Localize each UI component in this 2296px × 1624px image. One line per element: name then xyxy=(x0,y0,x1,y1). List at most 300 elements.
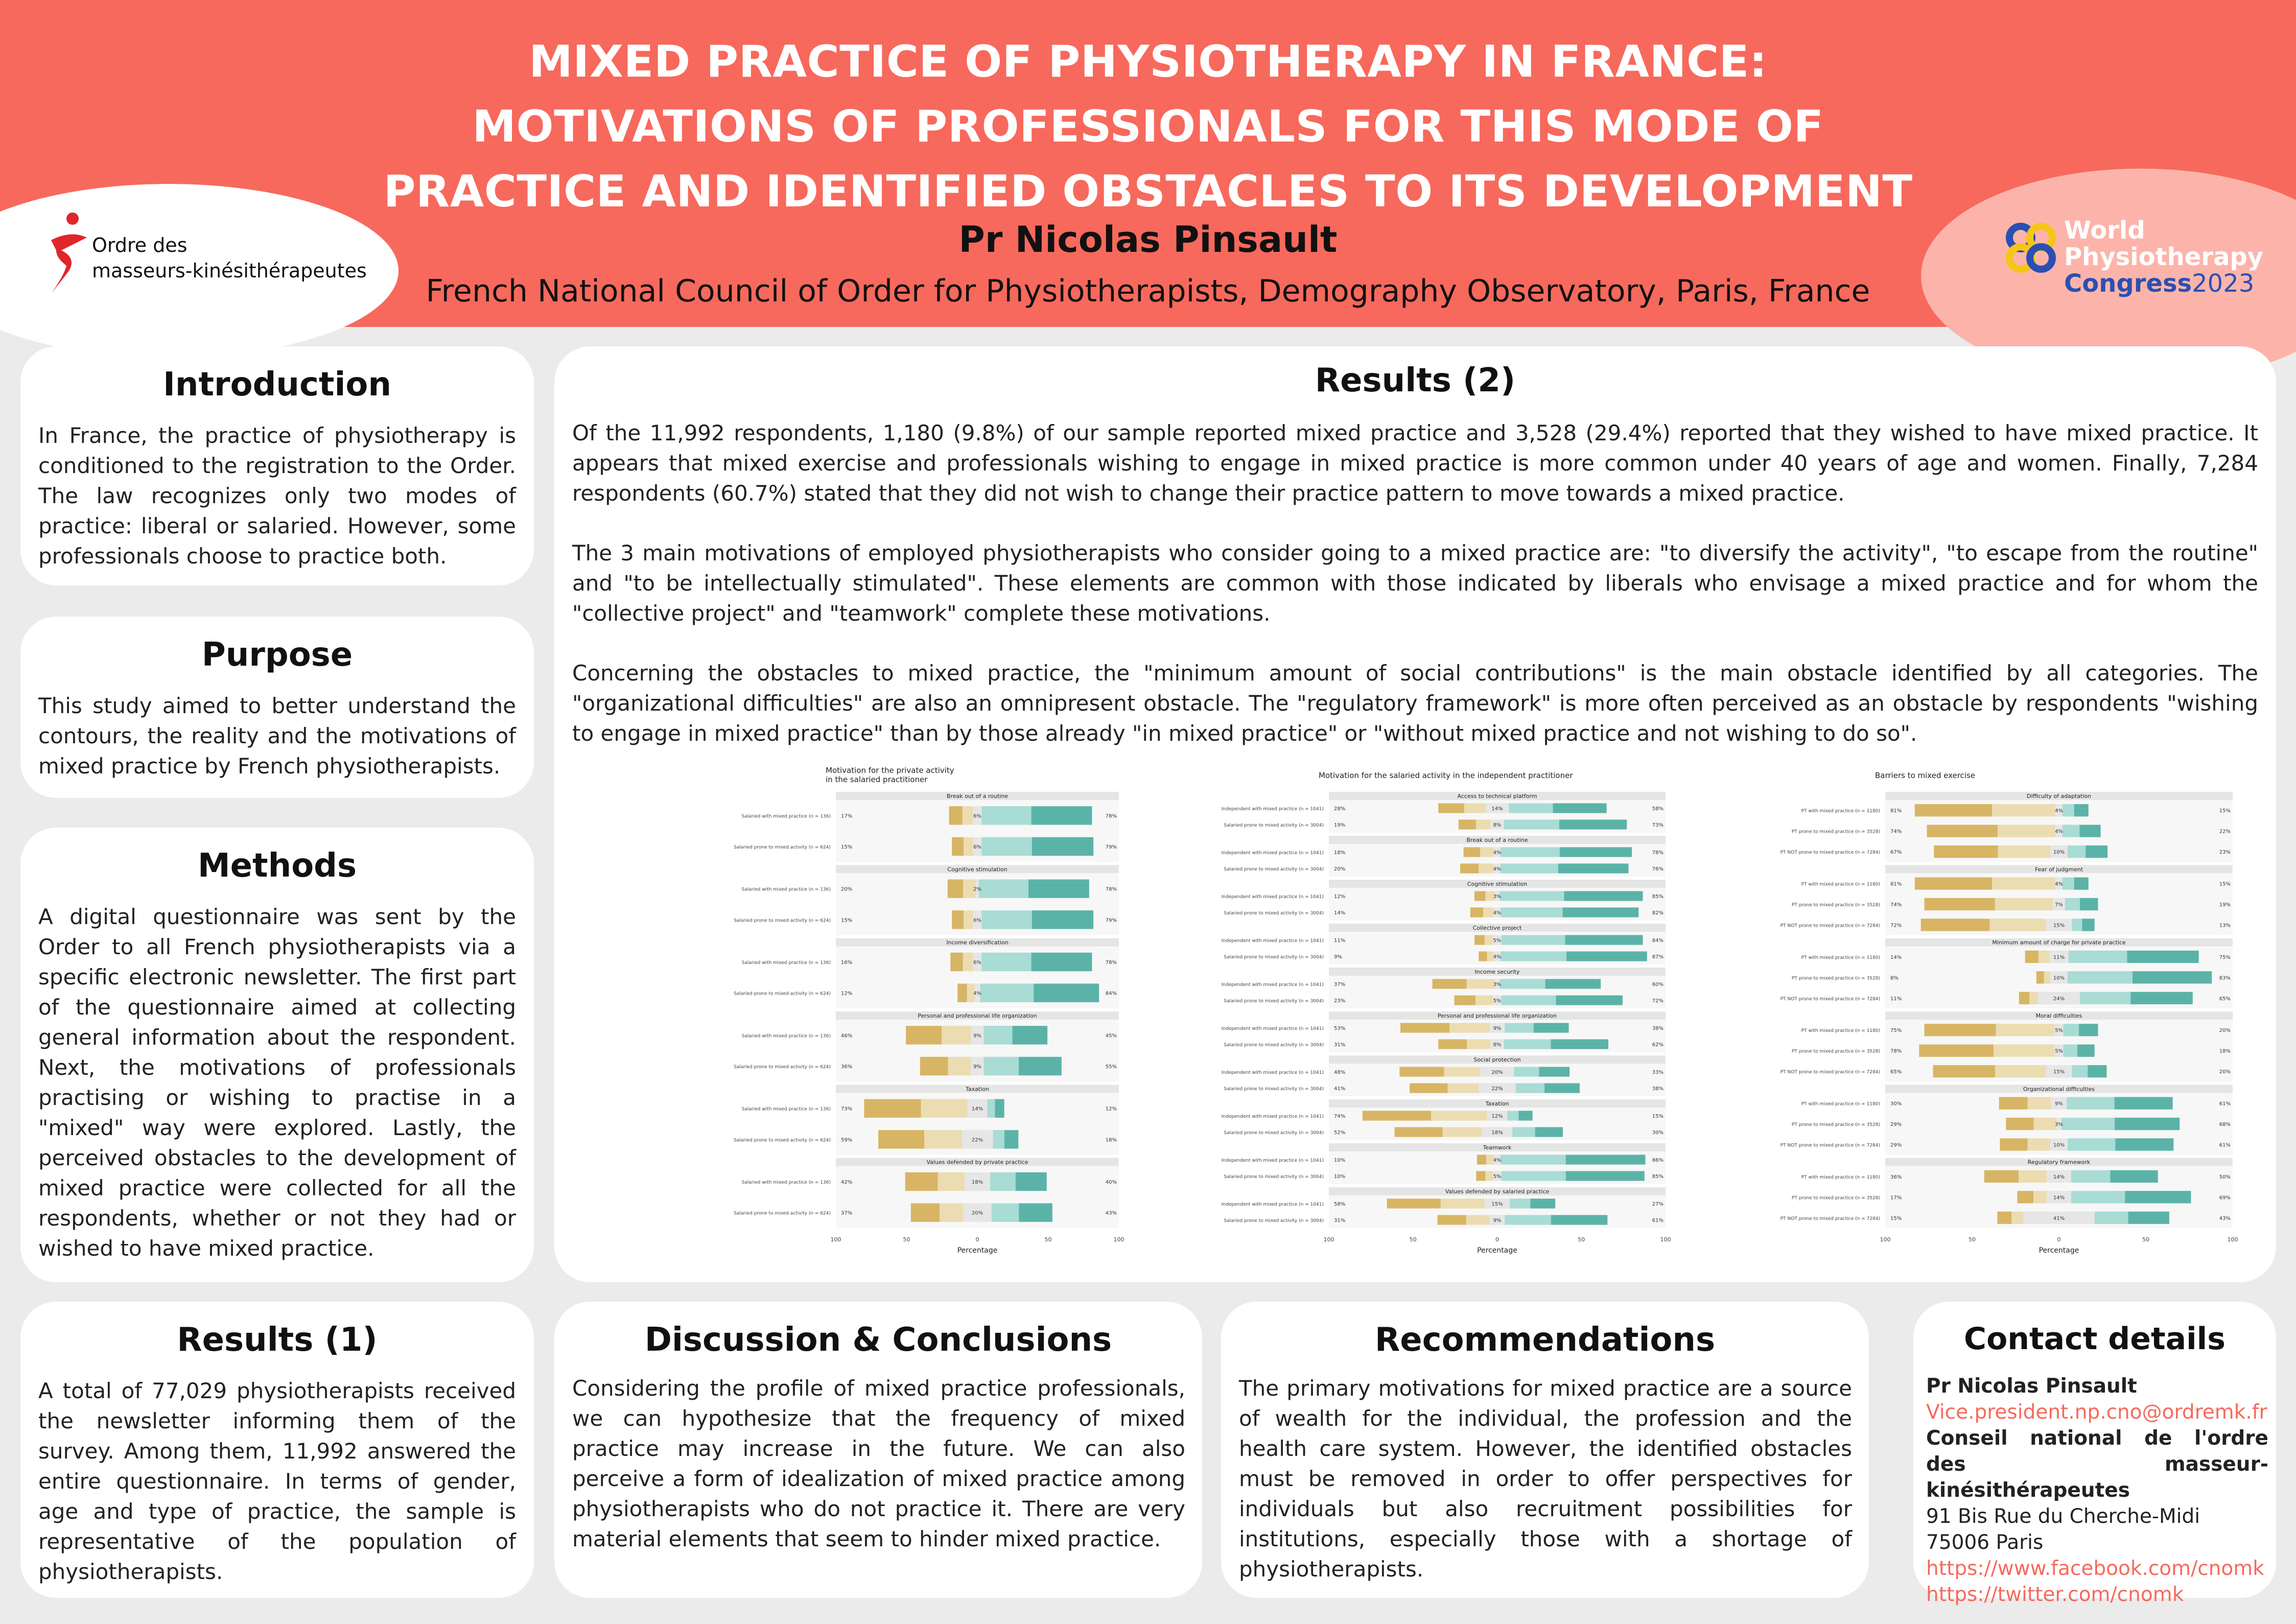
bar-agree xyxy=(1501,1155,1566,1164)
bar-disagree xyxy=(2033,1191,2047,1203)
value-mid: 4% xyxy=(1493,866,1502,872)
bar-agree xyxy=(2068,845,2086,858)
bar-disagree-strong xyxy=(1438,1039,1467,1049)
bar-disagree-strong xyxy=(2000,1138,2027,1150)
row-label: PT NOT prone to mixed practice (n = 7284) xyxy=(1780,923,1880,929)
logo-wp-congress: Congress xyxy=(2064,269,2192,298)
bar-disagree xyxy=(1479,863,1494,873)
row-label: PT NOT prone to mixed practice (n = 7284) xyxy=(1780,850,1880,856)
value-mid: 4% xyxy=(1493,910,1502,916)
value-left: 15% xyxy=(841,844,853,850)
methods-title: Methods xyxy=(197,847,357,885)
bar-disagree xyxy=(1996,1024,2055,1036)
row-label: Independent with mixed practice (n = 1041) xyxy=(1221,982,1324,987)
value-left: 17% xyxy=(841,813,853,819)
bar-agree xyxy=(1514,1067,1539,1076)
value-left: 23% xyxy=(1334,998,1346,1004)
bar-agree xyxy=(1502,935,1565,945)
bar-disagree-strong xyxy=(2036,971,2044,983)
bar-disagree xyxy=(940,1203,963,1221)
row-label: Independent with mixed practice (n = 1041) xyxy=(1221,1114,1324,1119)
value-left: 14% xyxy=(1890,954,1902,960)
value-left: 20% xyxy=(841,886,853,892)
introduction-text: In France, the practice of physiotherapy is conditioned to the registration to the Order. The law recognizes only two modes of practice: liberal or salaried. However, some professionals choose to practice both. xyxy=(38,423,516,569)
discussion-title: Discussion & Conclusions xyxy=(644,1321,1112,1359)
row-label: Salaried prone to mixed activity (n = 3004) xyxy=(1224,955,1324,960)
bar-disagree xyxy=(1992,804,2055,816)
bar-agree xyxy=(2067,1097,2114,1109)
bar-agree-strong xyxy=(1019,1057,1062,1075)
bar-agree xyxy=(1516,1083,1544,1093)
bar-disagree-strong xyxy=(1477,1155,1486,1164)
value-right: 50% xyxy=(2219,1174,2231,1180)
panel-strip-label: Taxation xyxy=(1485,1100,1509,1107)
bar-disagree-strong xyxy=(1470,907,1483,917)
bar-disagree xyxy=(962,806,973,825)
contact-address-line1: 91 Bis Rue du Cherche-Midi xyxy=(1926,1505,2200,1528)
bar-disagree xyxy=(924,1130,962,1148)
value-right: 78% xyxy=(1105,960,1117,966)
value-right: 13% xyxy=(2219,923,2231,929)
value-right: 72% xyxy=(1652,998,1664,1004)
bar-disagree xyxy=(1447,1083,1479,1093)
bar-disagree-strong xyxy=(1999,1097,2028,1109)
row-label: PT with mixed practice (n = 1180) xyxy=(1801,882,1880,887)
value-mid: 3% xyxy=(1493,894,1502,900)
value-right: 55% xyxy=(1105,1064,1117,1070)
value-left: 48% xyxy=(1334,1070,1346,1075)
x-axis-label: Percentage xyxy=(1477,1246,1517,1255)
results2-title: Results (2) xyxy=(1315,362,1516,399)
bar-disagree xyxy=(1467,1039,1490,1049)
chart-salaried-motivation xyxy=(705,764,1124,1267)
bar-agree xyxy=(983,1026,1012,1044)
chart-title: Motivation for the private activity xyxy=(826,766,954,775)
value-left: 10% xyxy=(1334,1158,1346,1163)
recommendations-title: Recommendations xyxy=(1374,1321,1716,1359)
value-mid: 14% xyxy=(2053,1195,2065,1201)
value-mid: 10% xyxy=(2053,850,2065,856)
row-label: Independent with mixed practice (n = 1041) xyxy=(1221,895,1324,900)
bar-disagree xyxy=(1467,979,1495,988)
bar-disagree-strong xyxy=(905,1172,938,1191)
bar-disagree xyxy=(2028,1097,2051,1109)
bar-disagree-strong xyxy=(1459,819,1476,829)
bar-agree-strong xyxy=(1559,819,1627,829)
x-tick-label: 50 xyxy=(1044,1236,1052,1243)
results1-panel xyxy=(20,1302,534,1598)
value-mid: 41% xyxy=(2053,1215,2065,1221)
value-mid: 5% xyxy=(1493,938,1502,944)
bar-disagree xyxy=(1998,825,2055,837)
bar-agree xyxy=(983,1057,1019,1075)
value-left: 10% xyxy=(1334,1174,1346,1180)
bar-agree-strong xyxy=(2080,898,2098,910)
x-tick-label: 50 xyxy=(1969,1236,1976,1243)
value-right: 83% xyxy=(2219,975,2231,981)
value-mid: 6% xyxy=(973,960,981,966)
value-right: 18% xyxy=(2219,1048,2231,1054)
panel-strip-label: Minimum amount of charge for private practice xyxy=(1992,939,2126,946)
value-mid: 7% xyxy=(2055,902,2063,908)
bar-agree xyxy=(2063,804,2074,816)
bar-agree xyxy=(981,910,1032,929)
bar-agree-strong xyxy=(1004,1130,1018,1148)
bar-disagree xyxy=(963,953,973,971)
value-right: 60% xyxy=(1652,982,1664,987)
row-label: PT NOT prone to mixed practice (n = 7284) xyxy=(1780,1143,1880,1148)
contact-body xyxy=(1926,1373,2268,1608)
value-mid: 14% xyxy=(2053,1174,2065,1180)
bar-agree-strong xyxy=(2133,971,2212,983)
bar-disagree-strong xyxy=(864,1099,921,1117)
chart-barriers xyxy=(1727,764,2238,1267)
bar-agree xyxy=(2071,1170,2110,1183)
bar-agree-strong xyxy=(1534,1023,1569,1032)
bar-agree-strong xyxy=(1565,935,1643,945)
row-label: PT prone to mixed practice (n = 3528) xyxy=(1791,1195,1880,1201)
row-label: Salaried with mixed practice (n = 136) xyxy=(741,1180,831,1185)
value-mid: 3% xyxy=(2055,1122,2063,1127)
panel-strip-label: Income diversification xyxy=(946,939,1009,946)
panel-strip-label: Organizational difficulties xyxy=(2023,1086,2095,1093)
bar-agree xyxy=(1504,1039,1551,1049)
bar-agree xyxy=(987,1099,995,1117)
recommendations-panel xyxy=(1221,1302,1869,1598)
bar-disagree-strong xyxy=(878,1130,924,1148)
bar-agree xyxy=(1505,1215,1551,1225)
value-left: 11% xyxy=(1890,996,1902,1002)
value-right: 68% xyxy=(2219,1122,2231,1127)
bar-agree xyxy=(992,1203,1019,1221)
bar-disagree-strong xyxy=(1925,898,1995,910)
x-tick-label: 50 xyxy=(2142,1236,2149,1243)
x-tick-label: 50 xyxy=(1409,1236,1417,1243)
bar-agree-strong xyxy=(1553,803,1607,813)
bar-disagree-strong xyxy=(2019,992,2030,1004)
value-left: 17% xyxy=(1890,1195,1902,1201)
bar-disagree xyxy=(1483,907,1494,917)
bar-agree xyxy=(1501,863,1558,873)
bar-agree xyxy=(2095,1212,2128,1224)
bar-agree-strong xyxy=(1032,837,1093,856)
contact-panel xyxy=(1913,1302,2276,1606)
bar-agree-strong xyxy=(1032,806,1092,825)
bar-disagree xyxy=(942,1026,971,1044)
bar-agree-strong xyxy=(1544,1083,1580,1093)
value-right: 38% xyxy=(1652,1086,1664,1092)
bar-disagree-strong xyxy=(952,837,964,856)
contact-org: Conseil national de l'ordre des masseur-kinésithérapeutes xyxy=(1926,1427,2268,1502)
value-right: 27% xyxy=(1652,1202,1664,1207)
panel-strip-label: Personal and professional life organization xyxy=(918,1013,1037,1019)
value-right: 61% xyxy=(2219,1142,2231,1148)
bar-agree xyxy=(2068,1138,2115,1150)
value-left: 36% xyxy=(841,1064,853,1070)
methods-text: A digital questionnaire was sent by the Order to all French physiotherapists via a specific electronic newsletter. The first part of the questionnaire aimed at collecting general information about the respondent. Next, the motivations of professionals practising or wishing to practise in a "mixed" way were explored. Lastly, the perceived obstacles to the development of mixed practice were collected for all the respondents, whether or not they had or wished to have mixed practice. xyxy=(38,904,516,1261)
bar-agree-strong xyxy=(1032,910,1093,929)
bar-agree xyxy=(1500,891,1564,901)
value-right: 84% xyxy=(1652,938,1664,944)
bar-disagree xyxy=(1992,877,2055,889)
bar-disagree xyxy=(1466,1215,1490,1225)
bar-agree xyxy=(1507,1111,1518,1120)
value-left: 9% xyxy=(1334,954,1342,960)
value-left: 36% xyxy=(1890,1174,1902,1180)
value-mid: 4% xyxy=(1493,1158,1502,1163)
bar-agree xyxy=(2064,1045,2078,1057)
row-label: Independent with mixed practice (n = 1041) xyxy=(1221,851,1324,856)
bar-disagree-strong xyxy=(1387,1198,1441,1208)
bar-agree-strong xyxy=(2079,825,2100,837)
value-left: 73% xyxy=(841,1106,853,1112)
bar-disagree xyxy=(2044,971,2050,983)
introduction-title: Introduction xyxy=(163,366,391,404)
bar-disagree-strong xyxy=(1474,935,1485,945)
value-right: 20% xyxy=(2219,1069,2231,1075)
author-name: Pr Nicolas Pinsault xyxy=(958,219,1338,261)
row-label: Salaried prone to mixed activity (n = 624) xyxy=(734,845,831,850)
value-mid: 14% xyxy=(971,1106,983,1112)
row-label: Independent with mixed practice (n = 1041) xyxy=(1221,1202,1324,1207)
value-mid: 10% xyxy=(2053,1142,2065,1148)
value-left: 19% xyxy=(1334,822,1346,828)
value-right: 78% xyxy=(1105,813,1117,819)
bar-disagree-strong xyxy=(906,1026,942,1044)
value-right: 75% xyxy=(2219,954,2231,960)
contact-email-link[interactable]: Vice.president.np.cno@ordremk.fr xyxy=(1926,1401,2267,1424)
bar-disagree xyxy=(1464,803,1486,813)
value-left: 41% xyxy=(1334,1086,1346,1092)
bar-disagree xyxy=(2011,1212,2023,1224)
value-right: 45% xyxy=(1105,1033,1117,1039)
bar-agree xyxy=(2064,1024,2079,1036)
panel-strip-label: Social protection xyxy=(1473,1056,1521,1063)
value-mid: 22% xyxy=(1491,1086,1503,1092)
value-mid: 9% xyxy=(1493,1218,1502,1223)
value-right: 15% xyxy=(2219,808,2231,814)
bar-agree xyxy=(981,806,1031,825)
logo-wp-line2: Physiotherapy xyxy=(2064,243,2264,271)
bar-agree xyxy=(1501,951,1566,961)
logo-ordre-line1: Ordre des xyxy=(92,234,188,256)
x-tick-label: 100 xyxy=(830,1236,841,1243)
value-left: 18% xyxy=(1334,850,1346,856)
bar-agree xyxy=(2068,971,2133,983)
value-mid: 3% xyxy=(1493,982,1502,987)
value-mid: 18% xyxy=(1491,1130,1503,1136)
results1-title: Results (1) xyxy=(177,1321,378,1359)
row-label: PT with mixed practice (n = 1180) xyxy=(1801,809,1880,814)
logo-wp-line1: World xyxy=(2064,216,2145,245)
value-right: 78% xyxy=(1105,886,1117,892)
bar-agree-strong xyxy=(2125,1191,2191,1203)
value-left: 81% xyxy=(1890,881,1902,887)
bar-disagree xyxy=(1449,1023,1490,1032)
bar-disagree-strong xyxy=(1479,951,1487,961)
value-right: 58% xyxy=(1652,806,1664,812)
bar-agree-strong xyxy=(2077,1045,2095,1057)
row-label: Independent with mixed practice (n = 1041) xyxy=(1221,1026,1324,1031)
bar-agree-strong xyxy=(1019,1203,1052,1221)
bar-agree-strong xyxy=(1539,1067,1569,1076)
value-right: 19% xyxy=(2219,902,2231,908)
bar-agree xyxy=(1502,1171,1566,1181)
bar-agree-strong xyxy=(1535,1127,1563,1137)
panel-strip-label: Personal and professional life organization xyxy=(1437,1013,1557,1019)
value-right: 22% xyxy=(2219,829,2231,835)
bar-agree xyxy=(2080,992,2130,1004)
ordre-logo-icon xyxy=(41,209,97,296)
value-right: 43% xyxy=(2219,1215,2231,1221)
row-label: PT with mixed practice (n = 1180) xyxy=(1801,955,1880,960)
panel-strip-label: Break out of a routine xyxy=(1466,837,1528,843)
bar-disagree-strong xyxy=(1464,847,1481,857)
bar-agree xyxy=(1502,995,1556,1005)
row-label: PT NOT prone to mixed practice (n = 7284) xyxy=(1780,1070,1880,1075)
purpose-text: This study aimed to better understand the contours, the reality and the motivations of mixed practice by French physiotherapists. xyxy=(38,693,516,779)
bar-disagree-strong xyxy=(1395,1127,1443,1137)
row-label: Salaried prone to mixed activity (n = 3004) xyxy=(1224,823,1324,828)
bar-agree xyxy=(2072,919,2082,931)
bar-agree-strong xyxy=(1560,847,1632,857)
bar-disagree-strong xyxy=(1433,979,1467,988)
contact-facebook-link[interactable]: https://www.facebook.com/cnomk xyxy=(1926,1557,2264,1580)
author-affiliation: French National Council of Order for Physiotherapists, Demography Observatory, Paris, France xyxy=(426,273,1870,309)
panel-strip-label: Income security xyxy=(1474,969,1520,975)
bar-disagree xyxy=(1998,845,2050,858)
value-left: 59% xyxy=(841,1137,853,1143)
value-left: 67% xyxy=(1890,850,1902,856)
value-right: 76% xyxy=(1652,866,1664,872)
value-left: 30% xyxy=(1890,1101,1902,1107)
value-left: 37% xyxy=(1334,982,1346,987)
value-left: 29% xyxy=(1890,1142,1902,1148)
bar-disagree-strong xyxy=(1476,1171,1485,1181)
bar-disagree-strong xyxy=(1400,1023,1449,1032)
bar-disagree xyxy=(1441,1198,1485,1208)
bar-disagree xyxy=(964,910,973,929)
row-label: Salaried prone to mixed activity (n = 624) xyxy=(734,991,831,997)
value-left: 28% xyxy=(1334,806,1346,812)
row-label: PT prone to mixed practice (n = 3528) xyxy=(1791,829,1880,835)
value-right: 30% xyxy=(1652,1130,1664,1136)
value-left: 74% xyxy=(1890,902,1902,908)
panel-strip-label: Teamwork xyxy=(1483,1144,1512,1151)
row-label: PT NOT prone to mixed practice (n = 7284) xyxy=(1780,1216,1880,1221)
bar-agree-strong xyxy=(2115,1118,2180,1130)
results1-text: A total of 77,029 physiotherapists received the newsletter informing them of the survey. Among them, 11,992 answered the entire questionnaire. In terms of gender, age and type of practice, the sample is representative of the population of physiotherapists. xyxy=(38,1378,516,1584)
bar-agree-strong xyxy=(2128,1212,2169,1224)
bar-disagree xyxy=(1995,898,2053,910)
bar-disagree-strong xyxy=(950,953,963,971)
row-label: PT prone to mixed practice (n = 3528) xyxy=(1791,1049,1880,1054)
bar-agree-strong xyxy=(2115,1138,2173,1150)
bar-agree-strong xyxy=(1556,995,1622,1005)
bar-agree xyxy=(990,1172,1016,1191)
logo-world-physiotherapy xyxy=(2064,217,2263,297)
introduction-panel xyxy=(20,346,534,585)
bar-disagree-strong xyxy=(1997,1212,2011,1224)
value-left: 81% xyxy=(1890,808,1902,814)
value-mid: 5% xyxy=(2055,1028,2063,1034)
value-mid: 8% xyxy=(1493,822,1502,828)
value-mid: 15% xyxy=(1491,1202,1503,1207)
row-label: PT with mixed practice (n = 1180) xyxy=(1801,1174,1880,1180)
bar-disagree-strong xyxy=(1915,877,1992,889)
bar-disagree xyxy=(1485,935,1493,945)
bar-disagree-strong xyxy=(911,1203,940,1221)
bar-agree xyxy=(1512,1127,1535,1137)
value-right: 18% xyxy=(1105,1137,1117,1143)
bar-agree xyxy=(2069,951,2127,963)
value-right: 87% xyxy=(1652,954,1664,960)
x-axis-label: Percentage xyxy=(957,1246,998,1255)
value-right: 33% xyxy=(1652,1070,1664,1075)
row-label: PT prone to mixed practice (n = 3528) xyxy=(1791,903,1880,908)
row-label: Salaried prone to mixed activity (n = 624) xyxy=(734,1138,831,1143)
value-mid: 8% xyxy=(1493,1042,1502,1048)
bar-agree-strong xyxy=(1558,863,1629,873)
value-right: 79% xyxy=(1105,917,1117,924)
value-left: 14% xyxy=(1334,910,1346,916)
bar-agree-strong xyxy=(1028,879,1089,898)
panel-strip-label: Difficulty of adaptation xyxy=(2026,793,2092,799)
row-label: Salaried prone to mixed activity (n = 3004) xyxy=(1224,1043,1324,1048)
bar-agree xyxy=(2063,877,2074,889)
chart-0-svg xyxy=(705,764,1124,1267)
value-right: 78% xyxy=(1652,850,1664,856)
value-mid: 4% xyxy=(1493,850,1502,856)
value-right: 15% xyxy=(1652,1114,1664,1119)
bar-agree xyxy=(981,837,1032,856)
panel-strip-label: Cognitive stimulation xyxy=(1467,881,1528,887)
value-right: 23% xyxy=(2219,850,2231,856)
bar-disagree xyxy=(1995,1065,2046,1077)
value-mid: 6% xyxy=(973,917,981,924)
value-mid: 2% xyxy=(973,886,981,892)
contact-twitter-link[interactable]: https://twitter.com/cnomk xyxy=(1926,1583,2184,1606)
bar-agree-strong xyxy=(2074,877,2089,889)
bar-agree xyxy=(1501,847,1560,857)
bar-agree xyxy=(1509,803,1553,813)
value-mid: 4% xyxy=(1493,954,1502,960)
value-left: 37% xyxy=(841,1210,853,1216)
bar-disagree xyxy=(1485,1171,1493,1181)
value-right: 84% xyxy=(1105,991,1117,997)
bar-agree-strong xyxy=(2086,845,2107,858)
bar-disagree-strong xyxy=(1410,1083,1447,1093)
bar-agree-strong xyxy=(1564,891,1643,901)
discussion-panel xyxy=(554,1302,1202,1598)
bar-agree-strong xyxy=(1032,953,1092,971)
bar-agree xyxy=(2061,1118,2115,1130)
results2-para2: The 3 main motivations of employed physiotherapists who consider going to a mixed practice are: "to diversify the activity", "to escape from the routine" and "to be intellectually stimulated". These elements are common with those indicated by liberals who envisage a mixed practice and for whom the "collective project" and "teamwork" complete these motivations. xyxy=(572,540,2258,626)
bar-agree-strong xyxy=(1545,979,1601,988)
x-tick-label: 100 xyxy=(1113,1236,1124,1243)
panel-strip-label: Taxation xyxy=(966,1086,989,1093)
panel-strip-label: Values defended by private practice xyxy=(926,1159,1028,1166)
bar-disagree-strong xyxy=(1399,1067,1444,1076)
bar-agree-strong xyxy=(995,1099,1004,1117)
bar-disagree xyxy=(1476,819,1490,829)
results2-para1: Of the 11,992 respondents, 1,180 (9.8%) of our sample reported mixed practice and 3,528 (29.4%) reported that they wished to have mixed practice. It appears that mixed exercise and professionals wishing to engage in mixed practice is more common under 40 years of age and women. Finally, 7,284 respondents (60.7%) stated that they did not wish to change their practice pattern to move towards a mixed practice. xyxy=(572,420,2258,506)
value-right: 73% xyxy=(1652,822,1664,828)
value-left: 16% xyxy=(841,960,853,966)
row-label: Independent with mixed practice (n = 1041) xyxy=(1221,1158,1324,1163)
value-left: 31% xyxy=(1334,1218,1346,1223)
panel-strip-label: Access to technical platform xyxy=(1457,793,1537,799)
